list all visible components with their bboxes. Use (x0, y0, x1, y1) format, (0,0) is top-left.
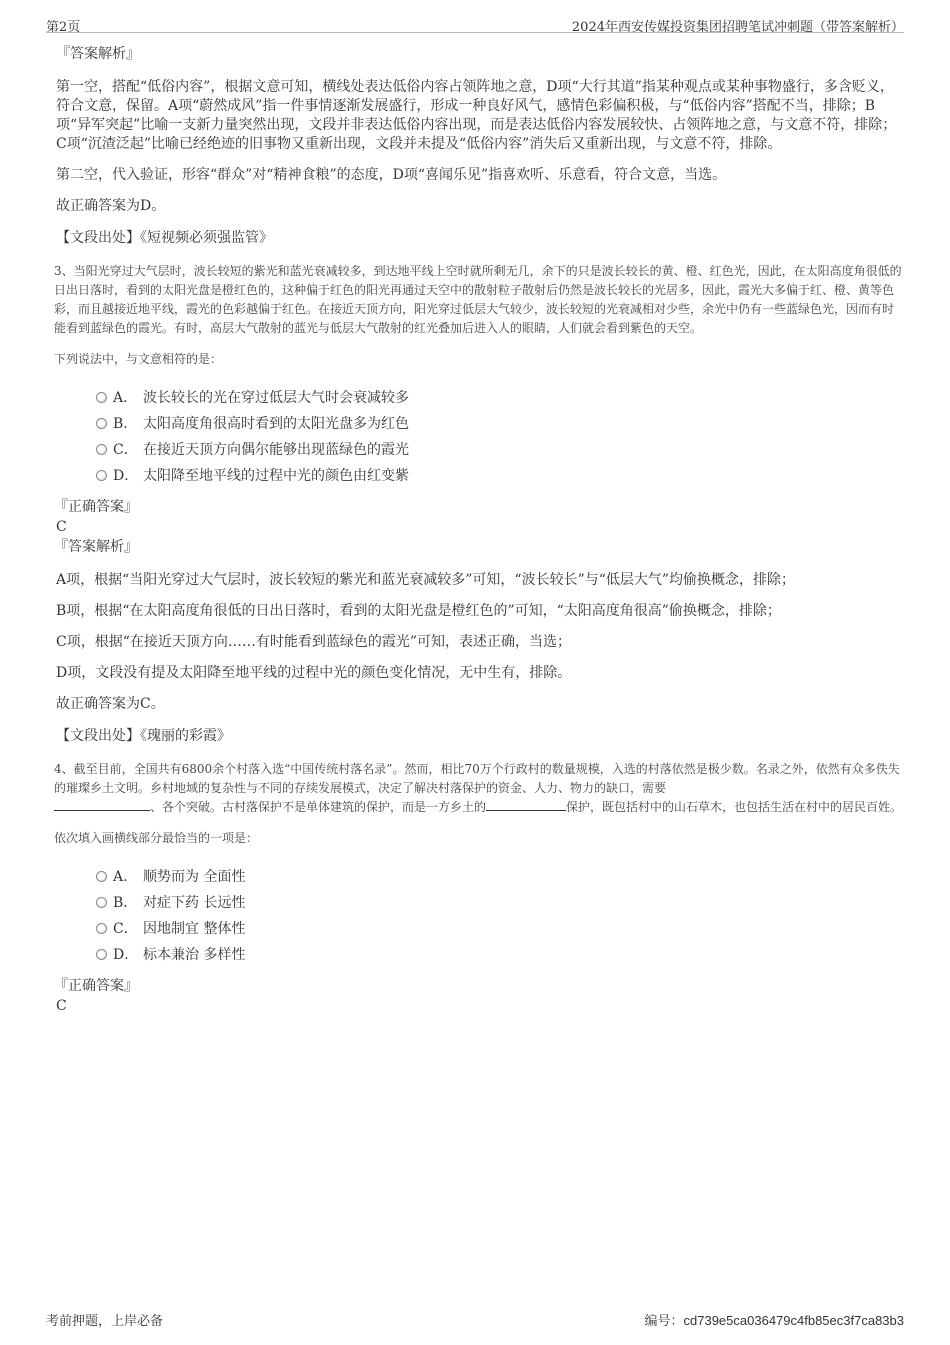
option-letter: B． (113, 416, 138, 432)
radio-icon[interactable] (96, 470, 107, 481)
footer-slogan: 考前押题，上岸必备 (46, 1314, 164, 1329)
option-text: 顺势而为 全面性 (143, 869, 246, 885)
q3-option-a[interactable] (96, 385, 904, 411)
option-text: 因地制宜 整体性 (143, 921, 246, 937)
q3-analysis-item: B项，根据“在太阳高度角很低的日出日落时，看到的太阳光盘是橙红色的”可知，“太阳高度角很高”偷换概念，排除； (56, 603, 781, 619)
q3-answer: C (56, 519, 67, 535)
radio-icon[interactable] (96, 418, 107, 429)
q4-option-d[interactable] (96, 942, 904, 968)
option-letter: C． (113, 921, 138, 937)
radio-icon[interactable] (96, 392, 107, 403)
q2-analysis-paragraph: 第二空，代入验证，形容“群众”对“精神食粮”的态度，D项“喜闻乐见”指喜欢听、乐意看，符合文意，当选。 (56, 167, 727, 183)
q3-conclusion: 故正确答案为C。 (56, 696, 165, 712)
q4-text-part: 保护，既包括村中的山石草木，也包括生活在村中的居民百姓。 (566, 800, 903, 814)
q4-text-part: 、各个突破。古村落保护不是单体建筑的保护，而是一方乡土的 (150, 800, 487, 814)
radio-icon[interactable] (96, 871, 107, 882)
q3-answer-label: 『正确答案』 (54, 499, 138, 515)
q4-question-text (54, 760, 904, 817)
q4-option-a[interactable] (96, 864, 904, 890)
q4-options (96, 864, 904, 968)
radio-icon[interactable] (96, 897, 107, 908)
q3-analysis-item: D项，文段没有提及太阳降至地平线的过程中光的颜色变化情况，无中生有，排除。 (56, 665, 572, 681)
q3-option-d[interactable] (96, 463, 904, 489)
radio-icon[interactable] (96, 444, 107, 455)
radio-icon[interactable] (96, 923, 107, 934)
option-text: 太阳高度角很高时看到的太阳光盘多为红色 (143, 416, 409, 432)
q2-analysis-label: 『答案解析』 (56, 46, 140, 62)
q4-prompt: 依次填入画横线部分最恰当的一项是： (54, 831, 259, 845)
radio-icon[interactable] (96, 949, 107, 960)
q3-options (96, 385, 904, 489)
option-letter: C． (113, 442, 138, 458)
q4-option-c[interactable] (96, 916, 904, 942)
q3-option-c[interactable] (96, 437, 904, 463)
option-text: 标本兼治 多样性 (143, 947, 246, 963)
option-text: 波长较长的光在穿过低层大气时会衰减较多 (143, 390, 409, 406)
q3-question-text: 3、当阳光穿过大气层时，波长较短的紫光和蓝光衰减较多，到达地平线上空时就所剩无几，余下的只是波长较长的黄、橙、红色光，因此，在太阳高度角很低的日出日落时，看到的太阳光盘是橙红色的，这种偏于红色的阳光再通过天空中的散射粒子散射后仍然是波长较长的光居多，因此，霞光大多偏于红、橙、黄等色彩，而且越接近地平线，霞光的色彩越偏于红色。在接近天顶方向，阳光穿过低层大气较少，波长较短的光衰减相对少些，余光中仍有一些蓝绿色光，因而有时能看到蓝绿色的霞光。有时，高层大气散射的蓝光与低层大气散射的红光叠加后进入人的眼睛，人们就会看到紫色的天空。 (54, 264, 902, 335)
q2-analysis-paragraph: 第一空，搭配“低俗内容”，根据文意可知，横线处表达低俗内容占领阵地之意，D项“大行其道”指某种观点或某种事物盛行，多含贬义，符合文意，保留。A项“蔚然成风”指一件事情逐渐发展盛行，形成一种良好风气，感情色彩偏积极，与“低俗内容”搭配不当，排除；B项“异军突起”比喻一支新力量突然出现，文段并非表达低俗内容出现，而是表达低俗内容发展较快、占领阵地之意，与文意不符，排除；C项“沉渣泛起”比喻已经绝迹的旧事物又重新出现，文段并未提及“低俗内容”消失后又重新出现，与文意不符，排除。 (56, 79, 897, 152)
q4-option-b[interactable] (96, 890, 904, 916)
document-title: 2024年西安传媒投资集团招聘笔试冲刺题（带答案解析） (571, 20, 904, 35)
option-text: 在接近天顶方向偶尔能够出现蓝绿色的霞光 (143, 442, 409, 458)
page-number: 第2页 (46, 20, 81, 35)
page-footer (46, 1310, 904, 1329)
option-letter: D． (113, 947, 139, 963)
q4-text-part: 4、截至目前，全国共有6800余个村落入选“中国传统村落名录”。然而，相比70万个行政村的数量规模，入选的村落依然是极少数。名录之外，依然有众多佚失的璀璨乡土文明。乡村地域的复杂性与不同的存续发展模式，决定了解决村落保护的资金、人力、物力的缺口，需要 (54, 762, 900, 795)
page-header (46, 12, 904, 33)
document-id: 编号：cd739e5ca036479c4fb85ec3f7ca83b3 (644, 1313, 904, 1328)
option-letter: B． (113, 895, 138, 911)
q3-analysis-item: C项，根据“在接近天顶方向……有时能看到蓝绿色的霞光”可知，表述正确，当选； (56, 634, 572, 650)
q2-source: 【文段出处】《短视频必须强监管》 (56, 230, 273, 246)
q4-answer: C (56, 998, 67, 1014)
fill-blank (54, 798, 150, 811)
q3-option-b[interactable] (96, 411, 904, 437)
page-content (56, 44, 904, 1016)
option-letter: A． (113, 869, 138, 885)
q2-conclusion: 故正确答案为D。 (56, 198, 166, 214)
option-text: 太阳降至地平线的过程中光的颜色由红变紫 (143, 468, 409, 484)
q3-analysis-label: 『答案解析』 (54, 539, 138, 555)
option-text: 对症下药 长远性 (143, 895, 246, 911)
q3-analysis-item: A项，根据“当阳光穿过大气层时，波长较短的紫光和蓝光衰减较多”可知，“波长较长”与“低层大气”均偷换概念，排除； (56, 572, 796, 588)
q3-prompt: 下列说法中，与文意相符的是： (54, 352, 223, 366)
q4-answer-label: 『正确答案』 (54, 978, 138, 994)
option-letter: A． (113, 390, 138, 406)
option-letter: D． (113, 468, 139, 484)
fill-blank (486, 798, 566, 811)
q3-source: 【文段出处】《瑰丽的彩霞》 (56, 728, 231, 744)
